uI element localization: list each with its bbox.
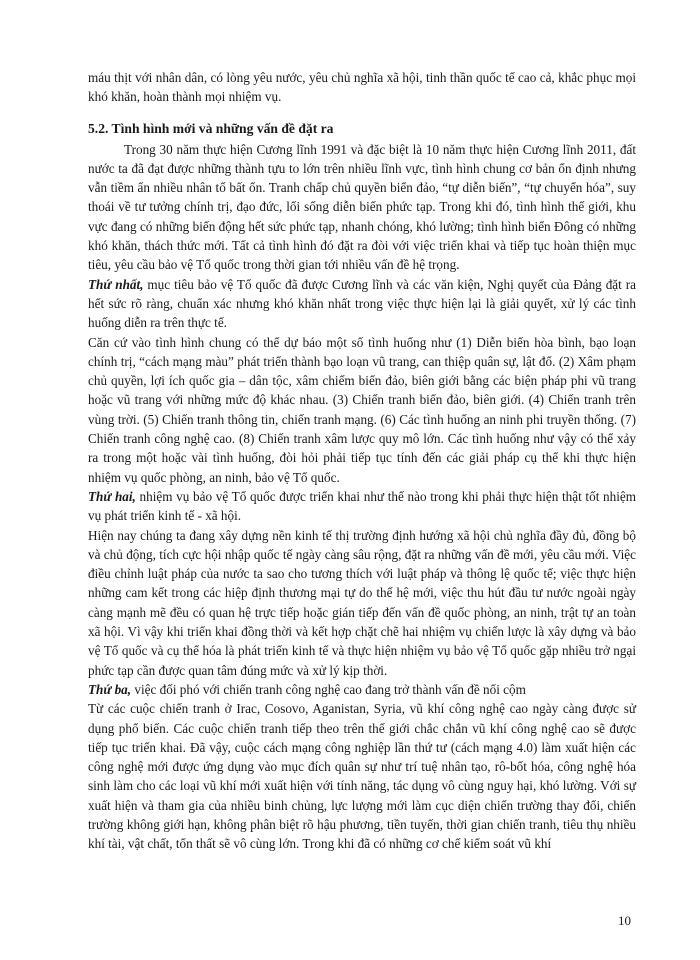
document-body bbox=[88, 68, 636, 854]
section-heading: 5.2. Tình hình mới và những vấn đề đặt ra bbox=[88, 120, 334, 136]
paragraph-2 bbox=[88, 275, 636, 333]
paragraph-1: Trong 30 năm thực hiện Cương lĩnh 1991 và đặc biệt là 10 năm thực hiện Cương lĩnh 2011, đất nước ta đã đạt được những thành tựu to lớn trên nhiều lĩnh vực, tình hình chung cơ bản ổn định nhưng vẫn tiềm ẩn nhiều nhân tố bất ổn. Tranh chấp chủ quyền biển đảo, “tự diễn biến”, “tự chuyển hóa”, suy thoái về tư tưởng chính trị, đạo đức, lối sống diễn biến phức tạp. Trong khi đó, tình hình thế giới, khu vực đang có những biến động hết sức phức tạp, nhanh chóng, khó lường; tình hình biển Đông có những khó khăn, thách thức mới. Tất cả tình hình đó đặt ra đòi với việc triển khai và tiếp tục hoàn thiện mục tiêu, yêu cầu bảo vệ Tổ quốc trong thời gian tới nhiều vấn đề hệ trọng. bbox=[88, 141, 636, 273]
paragraph-2-text: mục tiêu bảo vệ Tổ quốc đã được Cương lĩnh và các văn kiện, Nghị quyết của Đảng đặt ra hết sức rõ ràng, chuẩn xác nhưng khó khăn nhất trong việc thực hiện lại là giải quyết, xử lý các tình huống diễn ra trên thực tế. bbox=[88, 276, 637, 331]
intro-paragraph: máu thịt với nhân dân, có lòng yêu nước, yêu chủ nghĩa xã hội, tinh thần quốc tế cao cả, khắc phục mọi khó khăn, hoàn thành mọi nhiệm vụ. bbox=[88, 70, 636, 105]
page-number: 10 bbox=[618, 913, 631, 928]
paragraph-6-text: việc đối phó với chiến tranh công nghệ cao đang trở thành vấn đề nổi cộm bbox=[131, 681, 526, 697]
lead-third: Thứ ba, bbox=[88, 681, 132, 697]
paragraph-4 bbox=[88, 487, 636, 526]
lead-second: Thứ hai, bbox=[88, 488, 136, 504]
paragraph-5: Hiện nay chúng ta đang xây dựng nền kinh tế thị trường định hướng xã hội chủ nghĩa đầy đủ, đồng bộ và chủ động, tích cực hội nhập quốc tế ngày càng sâu rộng, đặt ra những vấn đề mới, yêu cầu mới. Việc điều chỉnh luật pháp của nước ta sao cho tương thích với luật pháp và thông lệ quốc tế; việc thực hiện những cam kết trong các hiệp định thương mại tự do thế hệ mới, việc thu hút đầu tư nước ngoài ngày càng mạnh mẽ đều có quan hệ trực tiếp hoặc gián tiếp đến vấn đề quốc phòng, an ninh, trật tự an toàn xã hội. Vì vậy khi triển khai đồng thời và kết hợp chặt chẽ hai nhiệm vụ chiến lược là xây dựng và bảo vệ Tổ quốc và cụ thể hóa là phát triển kinh tế và thực hiện nhiệm vụ bảo vệ Tổ quốc gặp nhiều trở ngại phức tạp cần được quan tâm đúng mức và xử lý kịp thời. bbox=[88, 527, 636, 678]
paragraph-3: Căn cứ vào tình hình chung có thể dự báo một số tình huống như (1) Diễn biến hòa bình, bạo loạn chính trị, “cách mạng màu” phát triển thành bạo loạn vũ trang, can thiệp quân sự, lật đổ. (2) Xâm phạm chủ quyền, lợi ích quốc gia – dân tộc, xâm chiếm biển đảo, biên giới bằng các biện pháp phi vũ trang hoặc vũ trang với những mức độ khác nhau. (3) Chiến tranh biển đảo, biên giới. (4) Chiến tranh trên vùng trời. (5) Chiến tranh thông tin, chiến tranh mạng. (6) Các tình huống an ninh phi truyền thống. (7) Chiến tranh công nghệ cao. (8) Chiến tranh xâm lược quy mô lớn. Các tình huống như vậy có thể xảy ra trong một hoặc vài tình huống, đòi hỏi phải tiếp tục tính đến các giải pháp cụ thể khi thực hiện nhiệm vụ quốc phòng, an ninh, bảo vệ Tổ quốc. bbox=[88, 334, 636, 485]
lead-first: Thứ nhất, bbox=[88, 276, 144, 292]
paragraph-4-text: nhiệm vụ bảo vệ Tổ quốc được triển khai như thế nào trong khi phải thực hiện thật tốt nhiệm vụ phát triển kinh tế - xã hội. bbox=[88, 488, 636, 524]
paragraph-6 bbox=[88, 680, 636, 699]
paragraph-7: Từ các cuộc chiến tranh ở Irac, Cosovo, Aganistan, Syria, vũ khí công nghệ cao ngày càng được sử dụng phổ biến. Các cuộc chiến tranh tiếp theo trên thế giới chắc chắn vũ khí công nghệ cao sẽ được tiếp tục triển khai. Đã vậy, cuộc cách mạng công nghiệp lần thứ tư (cách mạng 4.0) làm xuất hiện các công nghệ mới được ứng dụng vào mục đích quân sự như trí tuệ nhân tạo, rô-bốt hóa, công nghệ hóa sinh làm cho các loại vũ khí mới xuất hiện với tính năng, tác dụng vô cùng nguy hại, khó lường. Với sự xuất hiện và tham gia của nhiều binh chủng, lực lượng mới làm cục diện chiến trường thay đổi, chiến trường không giới hạn, không phân biệt rõ hậu phương, tiền tuyến, thời gian chiến tranh, tiêu thụ nhiều khí tài, vật chất, tổn thất sẽ vô cùng lớn. Trong khi đã có những cơ chế kiểm soát vũ khí bbox=[88, 701, 636, 852]
